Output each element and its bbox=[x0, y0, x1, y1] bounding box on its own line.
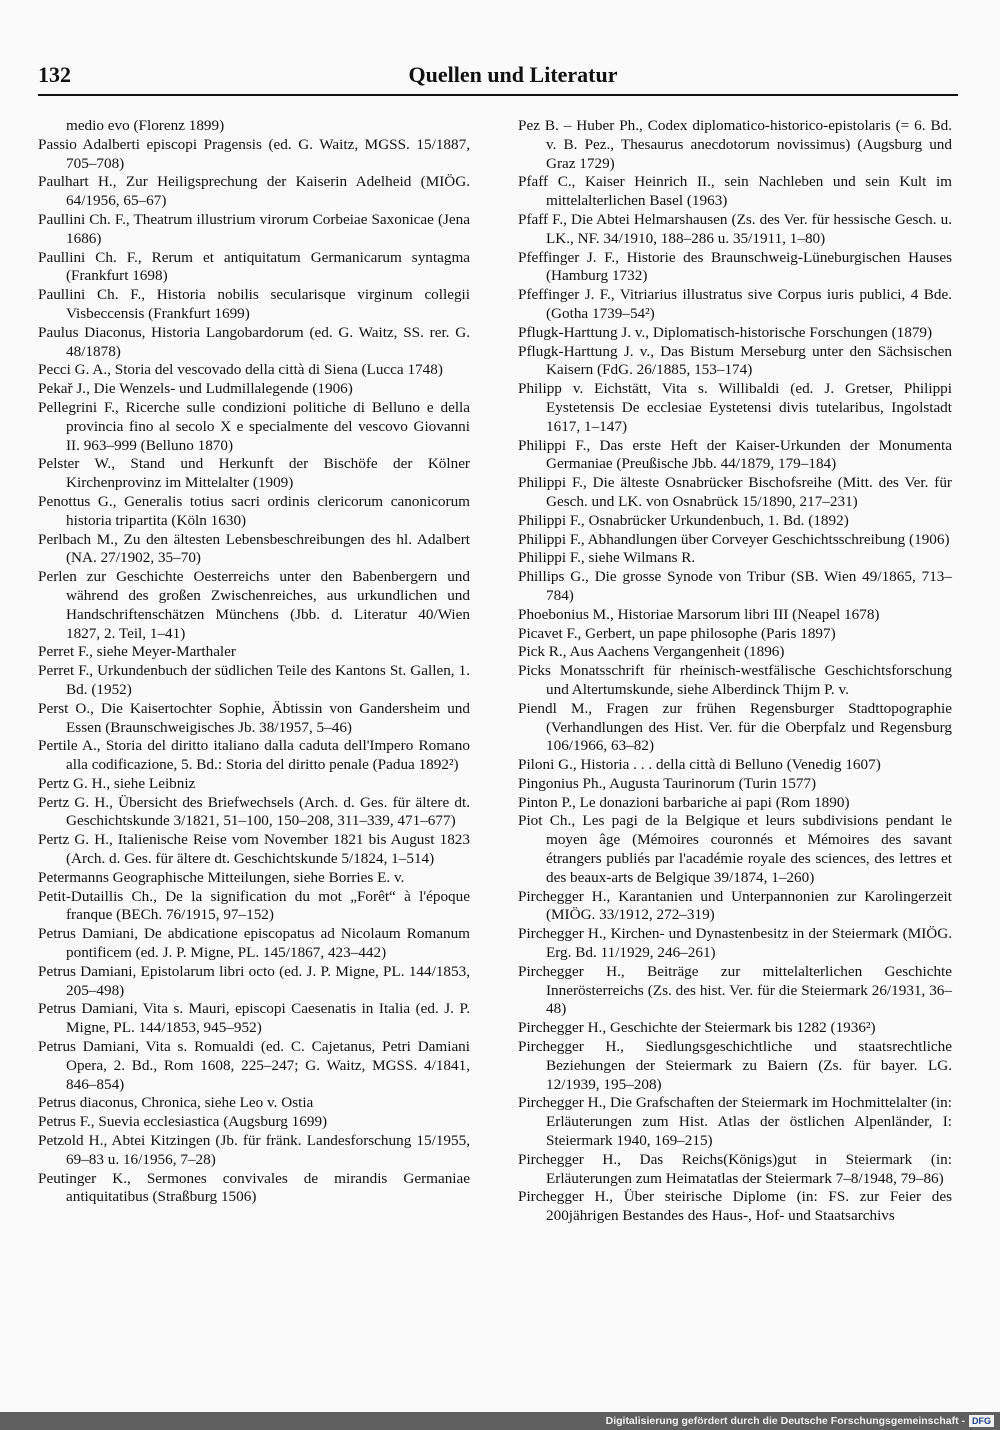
footer-text: Digitalisierung gefördert durch die Deutsche Forschungsgemeinschaft - bbox=[605, 1415, 965, 1427]
bibliography-entry: Petzold H., Abtei Kitzingen (Jb. für fränk. Landesforschung 15/1955, 69–83 u. 16/1956, 7–28) bbox=[38, 1132, 470, 1168]
bibliography-entry: Pingonius Ph., Augusta Taurinorum (Turin 1577) bbox=[518, 774, 817, 792]
bibliography-entry: Paullini Ch. F., Theatrum illustrium virorum Corbeiae Saxonicae (Jena 1686) bbox=[38, 210, 470, 247]
footer bbox=[606, 1414, 994, 1428]
bibliography-entry: Perlbach M., Zu den ältesten Lebensbeschreibungen des hl. Adalbert (NA. 27/1902, 35–70) bbox=[38, 530, 470, 567]
bibliography-entry: Philippi F., Abhandlungen über Corveyer Geschichtsschreibung (1906) bbox=[518, 530, 950, 548]
bibliography-entry: Pertz G. H., Übersicht des Briefwechsels (Arch. d. Ges. für ältere dt. Geschichtskunde 3/1821, 51–100, 150–208, 311–339, 471–677) bbox=[38, 793, 470, 830]
bibliography-entry: Perret F., Urkundenbuch der südlichen Teile des Kantons St. Gallen, 1. Bd. (1952) bbox=[38, 662, 470, 698]
running-title: Quellen und Literatur bbox=[408, 62, 618, 87]
bibliography-entry: Petrus Damiani, Epistolarum libri octo (ed. J. P. Migne, PL. 144/1853, 205–498) bbox=[38, 962, 470, 999]
bibliography-entry: Picks Monatsschrift für rheinisch-westfälische Geschichtsforschung und Altertumskunde, siehe Alberdinck Thijm P. v. bbox=[518, 662, 952, 698]
bibliography-entry: Pelster W., Stand und Herkunft der Bischöfe der Kölner Kirchenprovinz im Mittelalter (1909) bbox=[38, 455, 470, 492]
bibliography-entry: Pirchegger H., Beiträge zur mittelalterlichen Geschichte Innerösterreichs (Zs. des hist. Ver. für die Steiermark 26/1931, 36–48) bbox=[518, 962, 952, 1018]
bibliography-entry: Phillips G., Die grosse Synode von Tribur (SB. Wien 49/1865, 713–784) bbox=[518, 568, 952, 604]
bibliography-entry: Penottus G., Generalis totius sacri ordinis clericorum canonicorum historia tripartita (Köln 1630) bbox=[38, 492, 470, 529]
bibliography-entry: Petrus Damiani, Vita s. Mauri, episcopi Caesenatis in Italia (ed. J. P. Migne, PL. 144/1853, 945–952) bbox=[38, 1000, 470, 1037]
page-header bbox=[38, 62, 958, 96]
bibliography-entry: Philipp v. Eichstätt, Vita s. Willibaldi (ed. J. Gretser, Philippi Eystetensis De ecclesiae Eystetensi divis tutelaribus, Ingolstadt 1617, 1–147) bbox=[518, 380, 952, 435]
bibliography-entry: Petrus diaconus, Chronica, siehe Leo v. Ostia bbox=[38, 1094, 314, 1112]
bibliography-entry: Perlen zur Geschichte Oesterreichs unter den Babenbergern und während des großen Zwischenreiches, aus urkundlichen und Handschriftenschätzen Münchens (Jbb. d. Literatur 40/Wien 1827, 2. Teil, 1–41) bbox=[38, 568, 470, 642]
bibliography-entry: Pertz G. H., siehe Leibniz bbox=[38, 774, 196, 792]
bibliography-entry: Pick R., Aus Aachens Vergangenheit (1896) bbox=[518, 643, 785, 661]
bibliography-entry: Philippi F., Osnabrücker Urkundenbuch, 1. Bd. (1892) bbox=[518, 511, 849, 529]
bibliography-entry: Paulhart H., Zur Heiligsprechung der Kaiserin Adelheid (MIÖG. 64/1956, 65–67) bbox=[38, 173, 470, 210]
bibliography-entry: Pirchegger H., Siedlungsgeschichtliche und staatsrechtliche Beziehungen der Steiermark zu Baiern (Zs. für bayer. LG. 12/1939, 195–208) bbox=[518, 1038, 952, 1093]
bibliography-entry: Pfaff F., Die Abtei Helmarshausen (Zs. des Ver. für hessische Gesch. u. LK., NF. 34/1910, 188–286 u. 35/1911, 1–80) bbox=[518, 210, 952, 247]
bibliography-entry: Peutinger K., Sermones convivales de mirandis Germaniae antiquitatibus (Straßburg 1506) bbox=[38, 1169, 470, 1206]
bibliography-entry: Pirchegger H., Das Reichs(Königs)gut in Steiermark (in: Erläuterungen zum Heimatatlas der Steiermark 7–8/1948, 79–86) bbox=[518, 1150, 952, 1187]
bibliography-entry: Petrus F., Suevia ecclesiastica (Augsburg 1699) bbox=[38, 1113, 328, 1131]
bibliography-entry: Pirchegger H., Über steirische Diplome (in: FS. zur Feier des 200jährigen Bestandes des Haus-, Hof- und Staatsarchivs bbox=[518, 1188, 952, 1225]
bibliography-entry: Pfeffinger J. F., Vitriarius illustratus sive Corpus iuris publici, 4 Bde. (Gotha 1739–54²) bbox=[518, 286, 952, 322]
left-column bbox=[38, 117, 470, 1207]
bibliography-entry: Philippi F., Das erste Heft der Kaiser-Urkunden der Monumenta Germaniae (Preußische Jbb. 44/1879, 179–184) bbox=[518, 436, 952, 473]
bibliography-entry: Petrus Damiani, De abdicatione episcopatus ad Nicolaum Romanum pontificem (ed. J. P. Migne, PL. 145/1867, 423–442) bbox=[38, 925, 470, 962]
bibliography-entry: Paulus Diaconus, Historia Langobardorum (ed. G. Waitz, SS. rer. G. 48/1878) bbox=[38, 323, 470, 360]
bibliography-entry: Pez B. – Huber Ph., Codex diplomatico-historico-epistolaris (= 6. Bd. v. B. Pez., Thesaurus anecdotorum novissimus) (Augsburg und Graz 1729) bbox=[518, 117, 952, 172]
bibliography-entry: Pflugk-Harttung J. v., Diplomatisch-historische Forschungen (1879) bbox=[518, 323, 933, 341]
bibliography-entry: Pflugk-Harttung J. v., Das Bistum Merseburg unter den Sächsischen Kaisern (FdG. 26/1885, 153–174) bbox=[518, 342, 952, 379]
bibliography-entry: Perst O., Die Kaisertochter Sophie, Äbtissin von Gandersheim und Essen (Braunschweigisches Jb. 38/1957, 5–46) bbox=[38, 699, 470, 736]
bibliography-entry: Passio Adalberti episcopi Pragensis (ed. G. Waitz, MGSS. 15/1887, 705–708) bbox=[38, 135, 470, 172]
bibliography-entry: Perret F., siehe Meyer-Marthaler bbox=[38, 643, 236, 661]
bibliography-entry: Pecci G. A., Storia del vescovado della città di Siena (Lucca 1748) bbox=[38, 361, 443, 379]
bibliography-entry: Pirchegger H., Die Grafschaften der Steiermark im Hochmittelalter (in: Erläuterungen zum Hist. Atlas der östlichen Alpenländer, I: Steiermark 1940, 169–215) bbox=[518, 1094, 952, 1150]
bibliography-entry: Piot Ch., Les pagi de la Belgique et leurs subdivisions pendant le moyen âge (Mémoires couronnés et Mémoires des savant étrangers publiés par l'académie royale des sciences, des lettres et des beaux-arts de Belgique 39/1874, 1–260) bbox=[518, 812, 952, 886]
bibliography-entry: Pertz G. H., Italienische Reise vom November 1821 bis August 1823 (Arch. d. Ges. für ältere dt. Geschichtskunde 5/1824, 1–514) bbox=[38, 831, 470, 868]
bibliography-entry: Petrus Damiani, Vita s. Romualdi (ed. C. Cajetanus, Petri Damiani Opera, 2. Bd., Rom 1608, 225–247; G. Waitz, MGSS. 4/1841, 846–854) bbox=[38, 1038, 470, 1093]
bibliography-entry: Pfeffinger J. F., Historie des Braunschweig-Lüneburgischen Hauses (Hamburg 1732) bbox=[518, 248, 952, 285]
right-column bbox=[518, 117, 952, 1226]
bibliography-entry: Philippi F., siehe Wilmans R. bbox=[518, 549, 696, 567]
bibliography-entry: Philippi F., Die älteste Osnabrücker Bischofsreihe (Mitt. des Ver. für Gesch. und LK. von Osnabrück 15/1890, 217–231) bbox=[518, 474, 952, 510]
bibliography-entry: medio evo (Florenz 1899) bbox=[66, 117, 225, 134]
bibliography-entry: Pertile A., Storia del diritto italiano dalla caduta dell'Impero Romano alla codificazione, 5. Bd.: Storia del diritto penale (Padua 1892²) bbox=[38, 737, 470, 774]
page-number: 132 bbox=[38, 62, 71, 87]
bibliography-entry: Picavet F., Gerbert, un pape philosophe (Paris 1897) bbox=[518, 624, 836, 642]
bibliography-entry: Piloni G., Historia . . . della città di Belluno (Venedig 1607) bbox=[518, 756, 881, 774]
bibliography-entry: Pellegrini F., Ricerche sulle condizioni politiche di Belluno e della provincia fino al secolo X e specialmente del vescovo Giovanni II. 963–999 (Belluno 1870) bbox=[38, 398, 470, 454]
bibliography-entry: Petit-Dutaillis Ch., De la signification du mot „Forêt“ à l'époque franque (BECh. 76/1915, 97–152) bbox=[38, 887, 470, 924]
bibliography-entry: Pirchegger H., Geschichte der Steiermark bis 1282 (1936²) bbox=[518, 1019, 876, 1037]
bibliography-entry: Pekař J., Die Wenzels- und Ludmillalegende (1906) bbox=[38, 380, 353, 398]
bibliography-entry: Phoebonius M., Historiae Marsorum libri III (Neapel 1678) bbox=[518, 605, 880, 623]
dfg-logo: DFG bbox=[969, 1415, 994, 1427]
bibliography-entry: Pirchegger H., Kirchen- und Dynastenbesitz in der Steiermark (MIÖG. Erg. Bd. 11/1929, 246–261) bbox=[518, 925, 952, 962]
bibliography-entry: Pinton P., Le donazioni barbariche ai papi (Rom 1890) bbox=[518, 793, 850, 811]
bibliography-entry: Pfaff C., Kaiser Heinrich II., sein Nachleben und sein Kult im mittelalterlichen Basel (1963) bbox=[518, 173, 952, 210]
bibliography-entry: Piendl M., Fragen zur frühen Regensburger Stadttopographie (Verhandlungen des Hist. Ver. für die Oberpfalz und Regensburg 106/1966, 63–82) bbox=[518, 699, 952, 755]
bibliography-entry: Pirchegger H., Karantanien und Unterpannonien zur Karolingerzeit (MIÖG. 33/1912, 272–319) bbox=[518, 887, 952, 924]
bibliography-entry: Paullini Ch. F., Rerum et antiquitatum Germanicarum syntagma (Frankfurt 1698) bbox=[38, 248, 470, 285]
bibliography-entry: Petermanns Geographische Mitteilungen, siehe Borries E. v. bbox=[38, 868, 405, 886]
bibliography-entry: Paullini Ch. F., Historia nobilis secularisque virginum collegii Visbeccensis (Frankfurt 1699) bbox=[38, 286, 470, 322]
